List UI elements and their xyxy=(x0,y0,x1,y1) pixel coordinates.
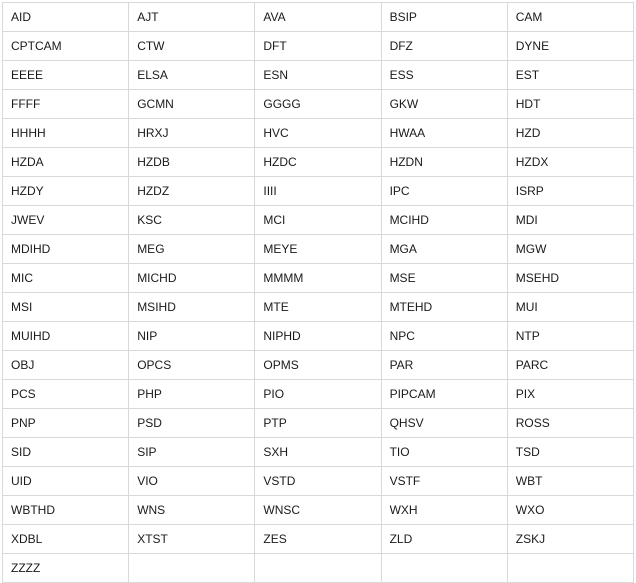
table-cell: EEEE xyxy=(3,61,129,90)
table-cell: CTW xyxy=(129,32,255,61)
table-cell: MIC xyxy=(3,264,129,293)
table-row xyxy=(3,119,634,148)
table-cell: GKW xyxy=(381,90,507,119)
table-cell: BSIP xyxy=(381,3,507,32)
table-cell: WXH xyxy=(381,496,507,525)
table-cell: MCIHD xyxy=(381,206,507,235)
table-cell: MUIHD xyxy=(3,322,129,351)
table-row xyxy=(3,293,634,322)
table-cell: MEG xyxy=(129,235,255,264)
table-cell: HRXJ xyxy=(129,119,255,148)
table-cell: MSI xyxy=(3,293,129,322)
table-cell: MDIHD xyxy=(3,235,129,264)
table-row xyxy=(3,380,634,409)
table-cell: ELSA xyxy=(129,61,255,90)
table-cell: ZSKJ xyxy=(507,525,633,554)
table-row xyxy=(3,322,634,351)
table-cell: WXO xyxy=(507,496,633,525)
table-row xyxy=(3,525,634,554)
table-cell: HZDC xyxy=(255,148,381,177)
table-cell: MGA xyxy=(381,235,507,264)
table-cell: PARC xyxy=(507,351,633,380)
table-cell: WBTHD xyxy=(3,496,129,525)
table-cell: MICHD xyxy=(129,264,255,293)
table-row xyxy=(3,351,634,380)
table-row xyxy=(3,409,634,438)
table-cell: ESN xyxy=(255,61,381,90)
table-cell: VIO xyxy=(129,467,255,496)
table-cell: IIII xyxy=(255,177,381,206)
table-cell: PCS xyxy=(3,380,129,409)
table-cell: TSD xyxy=(507,438,633,467)
table-row xyxy=(3,235,634,264)
table-cell: ESS xyxy=(381,61,507,90)
table-cell xyxy=(381,554,507,583)
table-cell: AVA xyxy=(255,3,381,32)
table-cell: DFZ xyxy=(381,32,507,61)
table-row xyxy=(3,467,634,496)
table-cell: PIPCAM xyxy=(381,380,507,409)
table-cell: NTP xyxy=(507,322,633,351)
table-cell: PHP xyxy=(129,380,255,409)
table-cell: PIO xyxy=(255,380,381,409)
table-cell: ROSS xyxy=(507,409,633,438)
table-cell: UID xyxy=(3,467,129,496)
table-cell: MTE xyxy=(255,293,381,322)
table-cell: WNSC xyxy=(255,496,381,525)
table-cell: MMMM xyxy=(255,264,381,293)
table-cell: HZDZ xyxy=(129,177,255,206)
table-cell: NPC xyxy=(381,322,507,351)
table-cell: AID xyxy=(3,3,129,32)
table-row xyxy=(3,554,634,583)
table-cell: XTST xyxy=(129,525,255,554)
table-row xyxy=(3,90,634,119)
table-cell: ISRP xyxy=(507,177,633,206)
table-cell: HZDB xyxy=(129,148,255,177)
table-cell: SIP xyxy=(129,438,255,467)
table-cell: SXH xyxy=(255,438,381,467)
table-cell: HZDX xyxy=(507,148,633,177)
table-row xyxy=(3,496,634,525)
table-cell: OBJ xyxy=(3,351,129,380)
table-cell: OPCS xyxy=(129,351,255,380)
table-cell: VSTD xyxy=(255,467,381,496)
table-cell: HVC xyxy=(255,119,381,148)
table-cell: TIO xyxy=(381,438,507,467)
table-row xyxy=(3,177,634,206)
table-cell: DFT xyxy=(255,32,381,61)
table-cell: DYNE xyxy=(507,32,633,61)
table-row xyxy=(3,3,634,32)
table-cell: JWEV xyxy=(3,206,129,235)
table-cell: HZDY xyxy=(3,177,129,206)
table-row xyxy=(3,61,634,90)
table-cell: KSC xyxy=(129,206,255,235)
table-cell: MGW xyxy=(507,235,633,264)
table-cell: ZZZZ xyxy=(3,554,129,583)
table-cell: HZDN xyxy=(381,148,507,177)
table-cell: EST xyxy=(507,61,633,90)
code-table-body xyxy=(3,3,634,583)
table-cell: IPC xyxy=(381,177,507,206)
table-cell: PNP xyxy=(3,409,129,438)
table-cell: PAR xyxy=(381,351,507,380)
table-cell: AJT xyxy=(129,3,255,32)
table-cell: WNS xyxy=(129,496,255,525)
table-cell: VSTF xyxy=(381,467,507,496)
table-cell: QHSV xyxy=(381,409,507,438)
table-cell: HWAA xyxy=(381,119,507,148)
table-cell: HDT xyxy=(507,90,633,119)
table-row xyxy=(3,206,634,235)
table-cell: CPTCAM xyxy=(3,32,129,61)
table-cell: XDBL xyxy=(3,525,129,554)
table-cell: ZLD xyxy=(381,525,507,554)
table-cell: PTP xyxy=(255,409,381,438)
table-row xyxy=(3,438,634,467)
table-cell: PSD xyxy=(129,409,255,438)
table-cell: HHHH xyxy=(3,119,129,148)
table-cell: MSE xyxy=(381,264,507,293)
table-cell: ZES xyxy=(255,525,381,554)
table-cell: GCMN xyxy=(129,90,255,119)
table-cell: PIX xyxy=(507,380,633,409)
table-cell: HZDA xyxy=(3,148,129,177)
table-cell: MSIHD xyxy=(129,293,255,322)
table-cell: NIP xyxy=(129,322,255,351)
table-cell: FFFF xyxy=(3,90,129,119)
table-row xyxy=(3,148,634,177)
table-cell: SID xyxy=(3,438,129,467)
table-cell: MUI xyxy=(507,293,633,322)
table-cell: MTEHD xyxy=(381,293,507,322)
table-cell: MSEHD xyxy=(507,264,633,293)
table-cell: WBT xyxy=(507,467,633,496)
table-cell: HZD xyxy=(507,119,633,148)
code-table xyxy=(2,2,634,583)
table-cell: MCI xyxy=(255,206,381,235)
table-cell xyxy=(507,554,633,583)
table-cell: MDI xyxy=(507,206,633,235)
table-cell: NIPHD xyxy=(255,322,381,351)
table-cell xyxy=(255,554,381,583)
table-row xyxy=(3,32,634,61)
table-cell: GGGG xyxy=(255,90,381,119)
table-cell: CAM xyxy=(507,3,633,32)
table-cell xyxy=(129,554,255,583)
table-row xyxy=(3,264,634,293)
table-cell: MEYE xyxy=(255,235,381,264)
table-cell: OPMS xyxy=(255,351,381,380)
